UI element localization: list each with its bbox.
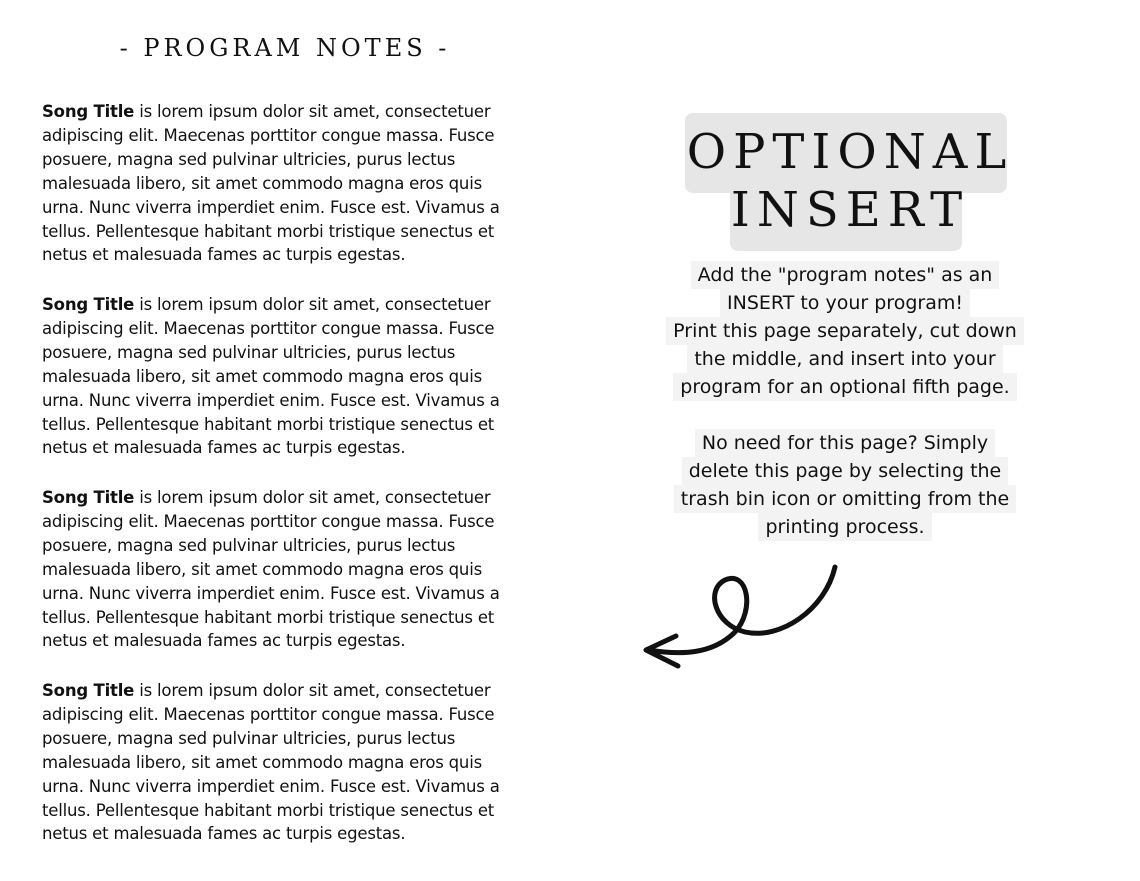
paragraph-line: malesuada libero, sit amet commodo magna eros quis [42,559,482,579]
instruction-line: No need for this page? Simply [695,429,995,457]
paragraph-line: adipiscing elit. Maecenas porttitor congue massa. Fusce [42,511,495,531]
paragraph-line: urna. Nunc viverra imperdiet enim. Fusce est. Vivamus a [42,390,500,410]
instruction-line: printing process. [758,513,931,541]
paragraph-line: malesuada libero, sit amet commodo magna eros quis [42,366,482,386]
instruction-line: the middle, and insert into your [687,345,1002,373]
paragraph-text: is lorem ipsum dolor sit amet, consectetuer [134,102,491,121]
paragraph-line: netus et malesuada fames ac turpis egestas. [42,631,406,651]
paragraph-line: posuere, magna sed pulvinar ultricies, purus lectus [42,149,456,169]
paragraph-line: urna. Nunc viverra imperdiet enim. Fusce est. Vivamus a [42,583,500,603]
paragraph-line: adipiscing elit. Maecenas porttitor congue massa. Fusce [42,125,495,145]
paragraph-line: adipiscing elit. Maecenas porttitor congue massa. Fusce [42,704,495,724]
heading-line: OPTIONAL [686,124,1014,180]
paragraph-line: posuere, magna sed pulvinar ultricies, purus lectus [42,535,456,555]
instruction-line: Print this page separately, cut down [666,317,1024,345]
paragraph-line: netus et malesuada fames ac turpis egestas. [42,438,406,458]
instruction-line: delete this page by selecting the [682,457,1009,485]
instruction-line: program for an optional fifth page. [673,373,1016,401]
paragraph-line: tellus. Pellentesque habitant morbi tristique senectus et [42,414,495,434]
instruction-line: Add the "program notes" as an [691,261,1000,289]
paragraph-line: netus et malesuada fames ac turpis egestas. [42,824,406,844]
paragraph-line: urna. Nunc viverra imperdiet enim. Fusce est. Vivamus a [42,197,500,217]
paragraph-text: is lorem ipsum dolor sit amet, consectetuer [134,295,491,314]
song-title: Song Title [42,295,135,314]
heading-line: INSERT [730,182,970,238]
paragraph-line: posuere, magna sed pulvinar ultricies, purus lectus [42,728,456,748]
instruction-line: trash bin icon or omitting from the [674,485,1016,513]
song-title: Song Title [42,681,135,700]
paragraph-line: malesuada libero, sit amet commodo magna eros quis [42,173,482,193]
paragraph-line: tellus. Pellentesque habitant morbi tristique senectus et [42,607,495,627]
paragraph-line: urna. Nunc viverra imperdiet enim. Fusce est. Vivamus a [42,776,500,796]
paragraph-text: is lorem ipsum dolor sit amet, consectetuer [134,488,491,507]
program-notes-title: - PROGRAM NOTES - [119,34,451,62]
paragraph-line: malesuada libero, sit amet commodo magna eros quis [42,752,482,772]
paragraph-line: adipiscing elit. Maecenas porttitor congue massa. Fusce [42,318,495,338]
song-title: Song Title [42,488,135,507]
paragraph-line: netus et malesuada fames ac turpis egestas. [42,245,406,265]
instruction-line: INSERT to your program! [720,289,970,317]
paragraph-line: tellus. Pellentesque habitant morbi tristique senectus et [42,221,495,241]
paragraph-text: is lorem ipsum dolor sit amet, consectetuer [134,681,491,700]
paragraph-line: tellus. Pellentesque habitant morbi tristique senectus et [42,800,495,820]
song-title: Song Title [42,102,135,121]
paragraph-line: posuere, magna sed pulvinar ultricies, purus lectus [42,342,456,362]
